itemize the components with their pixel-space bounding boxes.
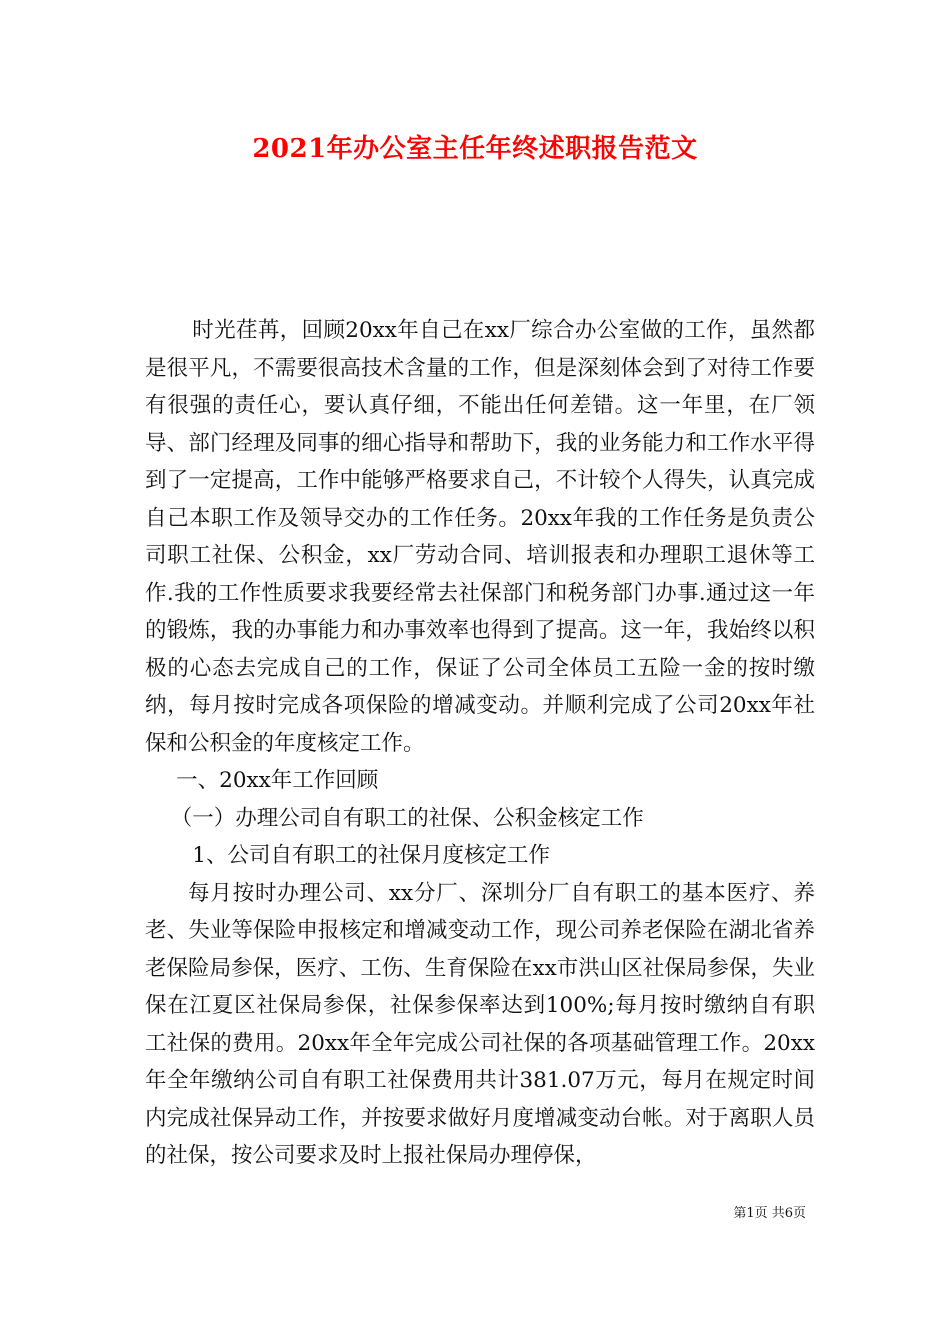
- intro-paragraph: 时光荏苒，回顾20xx年自己在xx厂综合办公室做的工作，虽然都是很平凡，不需要很高技术含量的工作，但是深刻体会到了对待工作要有很强的责任心，要认真仔细，不能出任何差错。这一年里，在厂领导、部门经理及同事的细心指导和帮助下，我的业务能力和工作水平得到了一定提高，工作中能够严格要求自己，不计较个人得失，认真完成自己本职工作及领导交办的工作任务。20xx年我的工作任务是负责公司职工社保、公积金，xx厂劳动合同、培训报表和办理职工退休等工作.我的工作性质要求我要经常去社保部门和税务部门办事.通过这一年的锻炼，我的办事能力和办事效率也得到了提高。这一年，我始终以积极的心态去完成自己的工作，保证了公司全体员工五险一金的按时缴纳，每月按时完成各项保险的增减变动。并顺利完成了公司20xx年社保和公积金的年度核定工作。: [145, 318, 815, 756]
- section-heading-3: 1、公司自有职工的社保月度核定工作: [192, 843, 550, 868]
- page-footer: 第1页 共6页: [733, 1206, 806, 1221]
- document-body: [145, 312, 815, 1175]
- section-heading-2: （一）办理公司自有职工的社保、公积金核定工作: [170, 805, 644, 831]
- section-heading-1: 一、20xx年工作回顾: [176, 768, 379, 793]
- detail-paragraph: 每月按时办理公司、xx分厂、深圳分厂自有职工的基本医疗、养老、失业等保险申报核定和增减变动工作，现公司养老保险在湖北省养老保险局参保，医疗、工伤、生育保险在xx市洪山区社保局参保，失业保在江夏区社保局参保，社保参保率达到100%;每月按时缴纳自有职工社保的费用。20xx年全年完成公司社保的各项基础管理工作。20xx年全年缴纳公司自有职工社保费用共计381.07万元，每月在规定时间内完成社保异动工作，并按要求做好月度增减变动台帐。对于离职人员的社保，按公司要求及时上报社保局办理停保，: [145, 880, 815, 1168]
- document-title: 2021年办公室主任年终述职报告范文: [252, 134, 698, 164]
